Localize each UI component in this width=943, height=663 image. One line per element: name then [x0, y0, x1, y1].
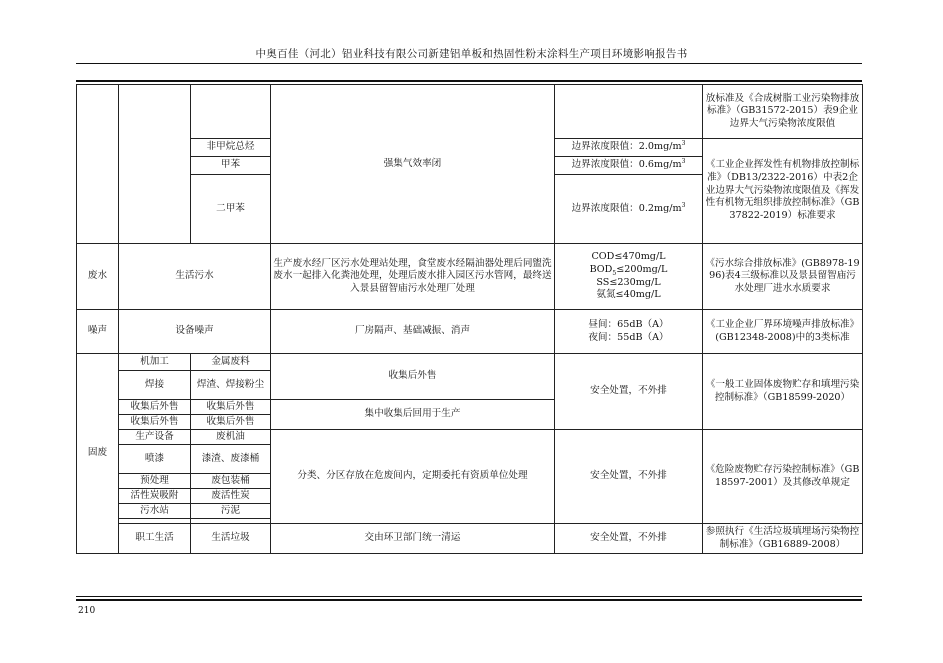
noise-source: 设备噪声 — [119, 310, 271, 354]
solid-general-measure-reuse: 集中收集后回用于生产 — [271, 400, 555, 430]
solid-process: 污水站 — [119, 504, 191, 519]
bod-prefix: BOD — [589, 263, 613, 275]
solid-waste: 焊渣、焊接粉尘 — [191, 371, 271, 400]
unit-superscript: 3 — [681, 139, 686, 147]
gas-limit-nmhc — [555, 139, 703, 157]
solid-process: 职工生活 — [119, 524, 191, 554]
solid-waste: 收集后外售 — [191, 415, 271, 430]
noise-standard: 《工业企业厂界环境噪声排放标准》(GB12348-2008)中的3类标准 — [703, 310, 863, 354]
solid-process: 收集后外售 — [119, 400, 191, 415]
solid-process: 焊接 — [119, 371, 191, 400]
gas-measure-cell: 强集气效率闭 — [271, 85, 555, 244]
solid-category: 固废 — [77, 354, 119, 554]
solid-domestic-limit: 安全处置，不外排 — [555, 524, 703, 554]
solid-waste: 废包装桶 — [191, 474, 271, 489]
noise-measure: 厂房隔声、基础减振、消声 — [271, 310, 555, 354]
solid-general-standard: 《一般工业固体废物贮存和填埋污染控制标准》（GB18599-2020） — [703, 354, 863, 430]
water-measure: 生产废水经厂区污水处理站处理，食堂废水经隔油器处理后同盥洗废水一起排入化粪池处理，处理后废水排入园区污水管网，最终送入景县留智庙污水处理厂处理 — [271, 244, 555, 310]
gas-voc-standard: 《工业企业挥发性有机物排放控制标准》（DB13/2322-2016）中表2企业边界大气污染物浓度限值及《挥发性有机物无组织排放控制标准》（GB37822-2019）标准要求 — [703, 139, 863, 244]
gas-source-cell — [119, 85, 191, 244]
bod-subscript: 5 — [612, 269, 617, 277]
water-standard: 《污水综合排放标准》(GB8978-1996)表4三级标准以及景县留智庙污水处理厂进水水质要求 — [703, 244, 863, 310]
gas-limit-benzene-text: 边界浓度限值：0.6mg/m — [571, 159, 682, 171]
water-limit-nh3: 氨氮≤40mg/L — [596, 289, 661, 301]
solid-domestic-standard: 参照执行《生活垃圾填埋场污染物控制标准》（GB16889-2008） — [703, 524, 863, 554]
solid-process: 生产设备 — [119, 430, 191, 445]
unit-superscript: 3 — [681, 201, 686, 209]
solid-hazardous-limit: 安全处置，不外排 — [555, 430, 703, 524]
gas-standard-cont-cell: 放标准及《合成树脂工业污染物排放标准》（GB31572-2015）表9企业边界大气污染物浓度限值 — [703, 85, 863, 139]
environmental-measures-table — [76, 84, 863, 554]
solid-waste: 金属废料 — [191, 354, 271, 371]
solid-waste: 收集后外售 — [191, 400, 271, 415]
header-rule — [76, 63, 862, 64]
water-category: 废水 — [77, 244, 119, 310]
solid-waste: 生活垃圾 — [191, 524, 271, 554]
gas-pollutant-xylene: 二甲苯 — [191, 175, 271, 244]
gas-pollutant-nmhc: 非甲烷总烃 — [191, 139, 271, 157]
solid-process: 收集后外售 — [119, 415, 191, 430]
water-limit-ss: SS≤230mg/L — [596, 276, 661, 288]
solid-waste: 污泥 — [191, 504, 271, 519]
table-top-double-rule-thick — [76, 80, 862, 82]
solid-hazardous-standard: 《危险废物贮存污染控制标准》（GB18597-2001）及其修改单规定 — [703, 430, 863, 524]
unit-superscript: 3 — [681, 157, 686, 165]
gas-category-cell — [77, 85, 119, 244]
solid-waste: 漆渣、废漆桶 — [191, 445, 271, 474]
gas-limit-xylene — [555, 175, 703, 244]
gas-pollutant-cont-cell — [191, 85, 271, 139]
solid-hazardous-measure: 分类、分区存放在危废间内，定期委托有资质单位处理 — [271, 430, 555, 524]
noise-category: 噪声 — [77, 310, 119, 354]
gas-limit-nmhc-text: 边界浓度限值：2.0mg/m — [571, 141, 682, 153]
water-limits — [555, 244, 703, 310]
solid-general-measure-sell: 收集后外售 — [271, 354, 555, 400]
solid-process: 机加工 — [119, 354, 191, 371]
gas-limit-cont-cell — [555, 85, 703, 139]
document-header-title: 中奥百佳（河北）铝业科技有限公司新建铝单板和热固性粉末涂料生产项目环境影响报告书 — [255, 48, 688, 60]
solid-waste: 废活性炭 — [191, 489, 271, 504]
noise-limits — [555, 310, 703, 354]
gas-limit-benzene — [555, 157, 703, 175]
water-limit-cod: COD≤470mg/L — [591, 251, 666, 263]
solid-domestic-measure: 交由环卫部门统一清运 — [271, 524, 555, 554]
water-source: 生活污水 — [119, 244, 271, 310]
gas-limit-xylene-text: 边界浓度限值：0.2mg/m — [571, 202, 682, 214]
table-bottom-double-rule-thin — [76, 596, 862, 597]
solid-process: 喷漆 — [119, 445, 191, 474]
noise-limit-night: 夜间：55dB（A） — [588, 331, 669, 343]
table-bottom-double-rule-thick — [76, 599, 862, 601]
gas-pollutant-benzene: 甲苯 — [191, 157, 271, 175]
bod-suffix: ≤200mg/L — [616, 263, 668, 275]
page-number: 210 — [78, 606, 96, 616]
solid-general-limit: 安全处置，不外排 — [555, 354, 703, 430]
solid-process: 预处理 — [119, 474, 191, 489]
noise-limit-day: 昼间：65dB（A） — [588, 318, 669, 330]
water-limit-bod — [557, 264, 700, 277]
solid-waste: 废机油 — [191, 430, 271, 445]
solid-process: 活性炭吸附 — [119, 489, 191, 504]
